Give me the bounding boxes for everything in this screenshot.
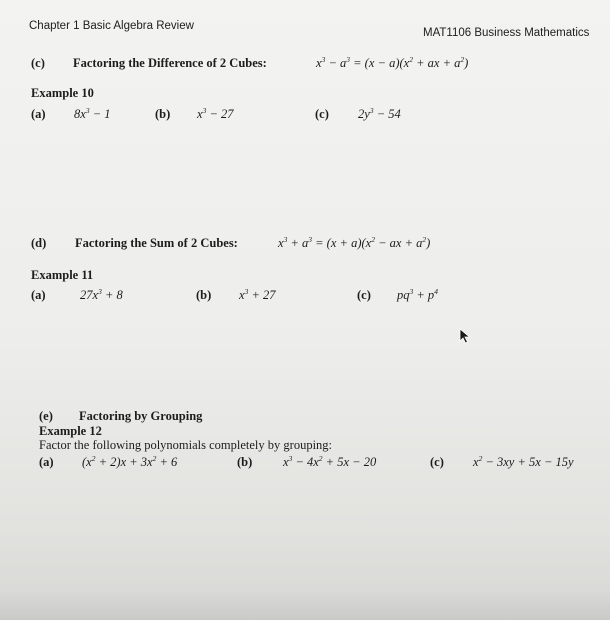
example-10-b-expr: $x^3 - 27$	[197, 106, 234, 121]
chapter-title: Chapter 1 Basic Algebra Review	[29, 20, 194, 32]
section-d-label: (d)	[31, 236, 47, 250]
example-11-a-expr: $27x^3 + 8$	[80, 287, 123, 302]
example-11-c-label: (c)	[357, 288, 371, 302]
sum-of-cubes-formula: $x^3 + a^3 = (x + a)(x^2$ − ax + $a^2$)	[278, 235, 431, 250]
example-10-b-label: (b)	[155, 107, 171, 121]
example-12-b-expr: $x^3 - 4x^2 + 5x - 20$	[283, 454, 377, 469]
section-e-title: Factoring by Grouping	[79, 409, 203, 423]
example-10-a-expr: $8x^3 - 1$	[74, 106, 111, 121]
example-10-a-label: (a)	[31, 107, 46, 121]
example-12-a-label: (a)	[39, 455, 54, 469]
example-12-c-expr: $x^2 - 3xy + 5x - 15y$	[473, 454, 574, 469]
example-12-b-label: (b)	[237, 455, 253, 469]
course-title: MAT1106 Business Mathematics	[423, 27, 590, 39]
example-12-a-expr: $(x^2 + 2)x + 3x^2 + 6$	[82, 454, 178, 469]
example-12-c-label: (c)	[430, 455, 444, 469]
mouse-pointer-icon	[459, 328, 471, 344]
example-10-c-expr: $2y^3 - 54$	[358, 106, 401, 121]
section-e-label: (e)	[39, 409, 53, 423]
example-12-heading: Example 12	[39, 424, 102, 438]
example-10-c-label: (c)	[315, 107, 329, 121]
example-12-instruction: Factor the following polynomials completely by grouping:	[39, 438, 333, 452]
example-10-heading: Example 10	[31, 86, 94, 100]
example-11-c-expr: $pq^3 + p^4$	[397, 287, 438, 302]
example-11-a-label: (a)	[31, 288, 46, 302]
example-11-heading: Example 11	[31, 268, 94, 282]
section-c-label: (c)	[31, 56, 45, 70]
difference-of-cubes-formula: $x^3 - a^3 = (x - a)(x^2$ + ax + $a^2$)	[316, 55, 469, 70]
section-d-title: Factoring the Sum of 2 Cubes:	[75, 236, 238, 250]
example-11-b-label: (b)	[196, 288, 212, 302]
page-bottom-shadow	[0, 590, 610, 620]
example-11-b-expr: $x^3 + 27$	[239, 287, 276, 302]
section-c-title: Factoring the Difference of 2 Cubes:	[73, 56, 267, 70]
